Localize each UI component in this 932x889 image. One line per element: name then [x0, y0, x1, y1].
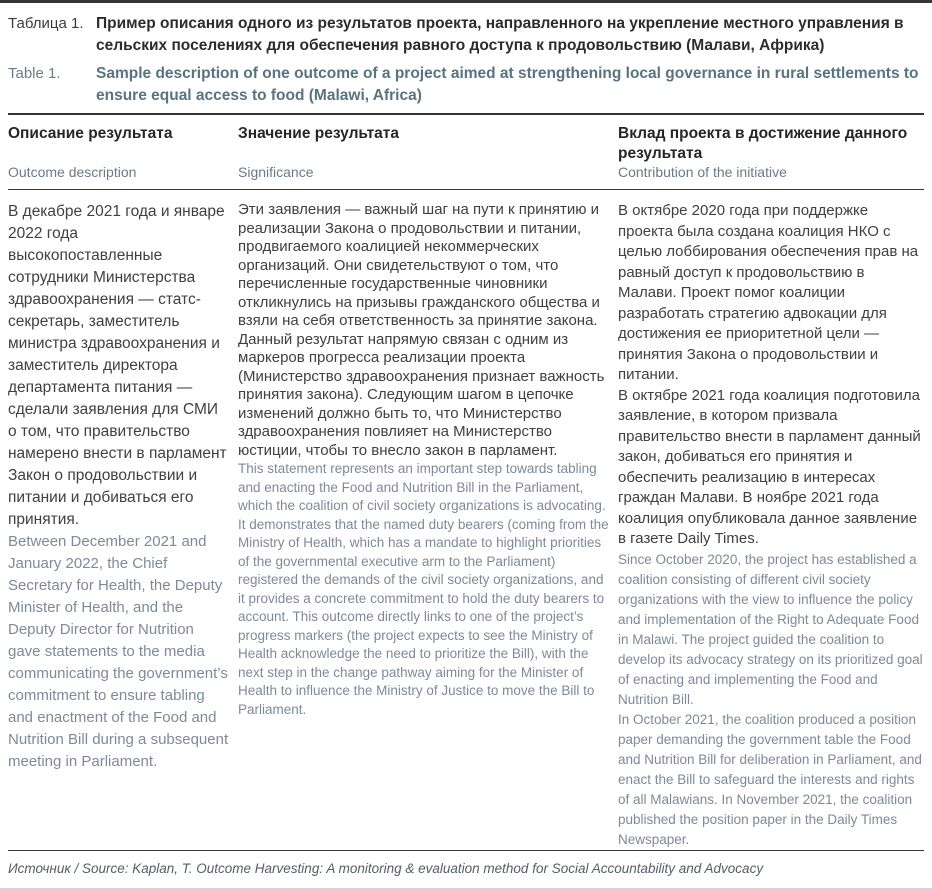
header-ru-label: Значение результата [238, 125, 400, 142]
outcome-paragraph-ru: В декабре 2021 года и январе 2022 года высокопоставленные сотрудники Министерства здравоохранения — статс-секретарь, заместитель министра здравоохранения и заместитель директора департамента питания — сделали заявления для СМИ о том, что правительство намерено внести в парламент Закон о продовольствии и питании и добиваться его принятия. [8, 203, 227, 528]
table-number-ru: Таблица 1. [8, 15, 84, 32]
header-ru-label: Описание результата [8, 125, 173, 142]
table-number-en: Table 1. [8, 65, 61, 82]
source-line: Источник / Source: Kaplan, T. Outcome Harvesting: A monitoring & evaluation method for Social Accountability and Advocacy [8, 860, 764, 876]
contribution-paragraph-en: In October 2021, the coalition produced a position paper demanding the government table the Food and Nutrition Bill for deliberation in Parliament, and enact the Bill to safeguard the interests and rights of all Malawians. In November 2021, the coalition published the position paper in the Daily Times Newspaper. [618, 711, 922, 847]
header-en-label: Significance [238, 164, 314, 180]
table-title-ru: Пример описания одного из результатов проекта, направленного на укрепление местного управления в сельских поселениях для обеспечения равного доступа к продовольствию (Малави, Африка) [96, 15, 904, 54]
header-outcome-description [8, 115, 230, 189]
table-body-row [8, 190, 924, 850]
header-en-label: Outcome description [8, 164, 137, 180]
cell-significance [238, 201, 610, 719]
cell-contribution [618, 201, 924, 850]
significance-paragraph-en: This statement represents an important step towards tabling and enacting the Food and Nutrition Bill in the Parliament, which the coalition of civil society organizations is advocating. It demonstrates that the named duty bearers (coming from the Ministry of Health, which has a mandate to highlight priorities of the governmental executive arm to the Parliament) registered the demands of the civil society organizations, and it provides a concrete commitment to hold the duty bearers to account. This outcome directly links to one of the project’s progress markers (the project expects to see the Ministry of Health acknowledge the need to prioritize the Bill), with the next step in the change pathway aiming for the Minister of Health to influence the Ministry of Justice to move the Bill to Parliament. [238, 461, 609, 717]
header-contribution [618, 115, 924, 189]
outcome-paragraph-en: Between December 2021 and January 2022, the Chief Secretary for Health, the Deputy Minister of Health, and the Deputy Director for Nutrition gave statements to the media communicating the government’s commitment to ensure tabling and enactment of the Food and Nutrition Bill during a subsequent meeting in Parliament. [8, 533, 229, 770]
contribution-paragraph-ru: В октябре 2021 года коалиция подготовила заявление, в котором призвала правительство внести в парламент данный закон, добиваться его принятия и обеспечить реализацию в интересах граждан Малави. В ноябре 2021 года коалиция опубликовала данное заявление в газете Daily Times. [618, 386, 921, 547]
header-ru-label: Вклад проекта в достижение данного результата [618, 125, 908, 162]
header-significance [238, 115, 610, 189]
table-title-en: Sample description of one outcome of a project aimed at strengthening local governance in rural settlements to ensure equal access to food (Malawi, Africa) [96, 65, 919, 104]
significance-paragraph-ru: Эти заявления — важный шаг на пути к принятию и реализации Закона о продовольствии и питании, продвигаемого коалицией некоммерческих организаций. Они свидетельствуют о том, что перечисленные государственные чиновники откликнулись на призывы гражданского общества и взяли на себя ответственность за принятие закона. [238, 201, 600, 329]
table-footer [8, 850, 924, 888]
cell-outcome-description [8, 201, 230, 773]
caption-row-english [8, 63, 924, 107]
contribution-paragraph-ru: В октябре 2020 года при поддержке проекта была создана коалиция НКО с целью лоббирования обеспечения прав на равный доступ к продовольствию в Малави. Проект помог коалиции разработать стратегию адвокации для достижения ее приоритетной цели — принятия Закона о продовольствии и питании. [618, 202, 919, 383]
table-header-row [8, 115, 924, 190]
caption-row-russian [8, 13, 924, 57]
header-en-label: Contribution of the initiative [618, 164, 787, 180]
contribution-paragraph-en: Since October 2020, the project has established a coalition consisting of different civil society organizations with the view to influence the policy and implementation of the Right to Adequate Food in Malawi. The project guided the coalition to develop its advocacy strategy on its prioritized goal of enacting and implementing the Food and Nutrition Bill. [618, 551, 923, 707]
table-caption [8, 3, 924, 115]
significance-paragraph-ru: Данный результат напрямую связан с одним из маркеров прогресса реализации проекта (Министерство здравоохранения признает важность принятия закона). Следующим шагом в цепочке изменений должно быть то, что Министерство здравоохранения повлияет на Министерство юстиции, чтобы то внесло закон в парламент. [238, 330, 605, 459]
